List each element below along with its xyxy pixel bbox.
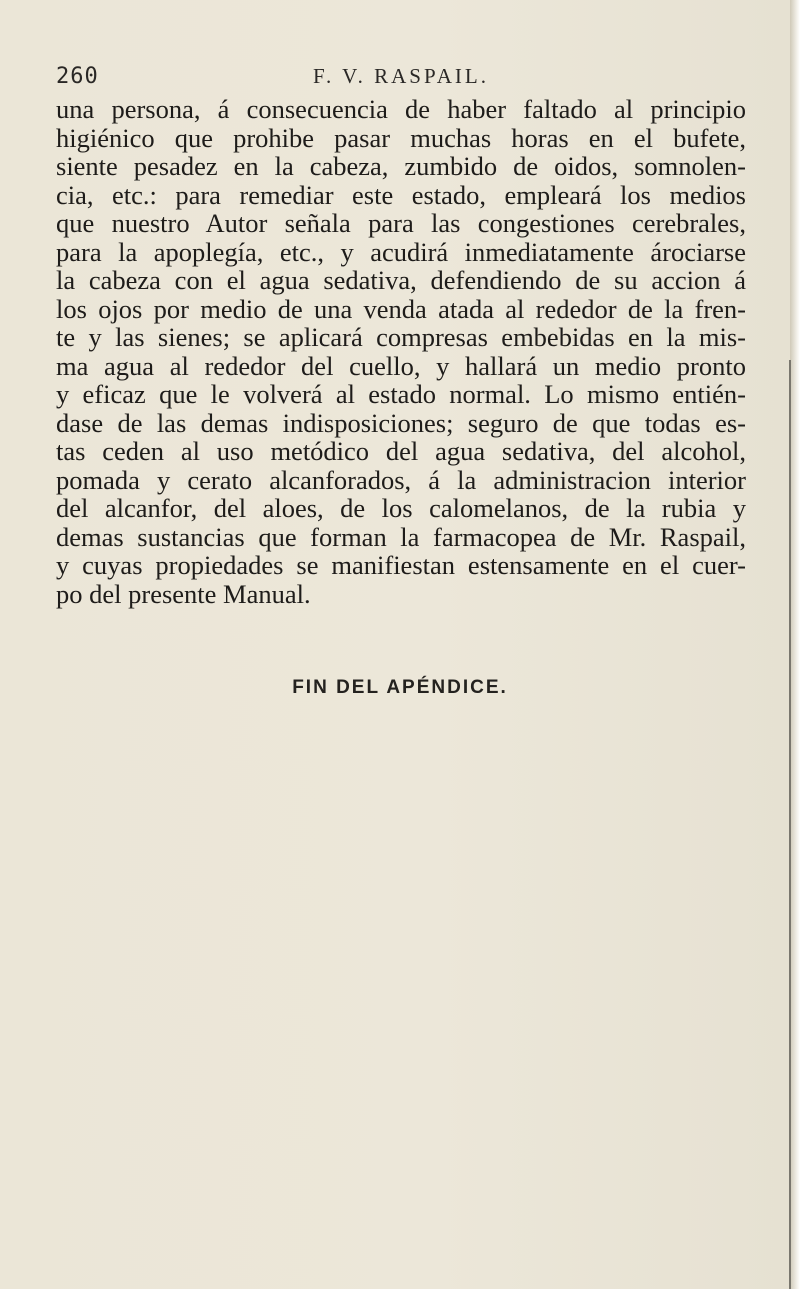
text-line: y cuyas propiedades se manifiestan estensamente en el cuer- bbox=[56, 550, 746, 580]
text-line: te y las sienes; se aplicará compresas embebidas en la mis- bbox=[56, 322, 746, 352]
text-line: higiénico que prohibe pasar muchas horas en el bufete, bbox=[56, 122, 746, 153]
end-of-appendix-mark: FIN DEL APÉNDICE. bbox=[292, 677, 508, 698]
text-line: pomada y cerato alcanforados, á la administracion interior bbox=[56, 464, 746, 495]
text-line: para la apoplegía, etc., y acudirá inmediatamente árociarse bbox=[56, 236, 746, 267]
text-line: y eficaz que le volverá al estado normal. Lo mismo entién- bbox=[56, 379, 746, 409]
text-line: po del presente Manual. bbox=[56, 578, 311, 609]
page-edge bbox=[790, 0, 800, 1289]
text-line: cia, etc.: para remediar este estado, empleará los medios bbox=[56, 179, 746, 210]
text-line: del alcanfor, del aloes, de los calomelanos, de la rubia y bbox=[56, 493, 746, 523]
text-line: siente pesadez en la cabeza, zumbido de oidos, somnolen- bbox=[56, 151, 746, 181]
page-header bbox=[56, 56, 746, 96]
text-line: que nuestro Autor señala para las congestiones cerebrales, bbox=[56, 208, 746, 238]
text-line: una persona, á consecuencia de haber faltado al principio bbox=[56, 94, 746, 124]
text-line: los ojos por medio de una venda atada al rededor de la fren- bbox=[56, 293, 746, 324]
page-edge-shadow-line bbox=[789, 360, 791, 1289]
body-paragraph bbox=[56, 95, 746, 608]
text-line: demas sustancias que forman la farmacopea de Mr. Raspail, bbox=[56, 521, 746, 552]
page-number: 260 bbox=[56, 64, 99, 89]
text-line: tas ceden al uso metódico del agua sedativa, del alcohol, bbox=[56, 436, 746, 466]
text-line: dase de las demas indisposiciones; seguro de que todas es- bbox=[56, 407, 746, 438]
running-head: F. V. RASPAIL. bbox=[313, 64, 489, 88]
text-line: la cabeza con el agua sedativa, defendiendo de su accion á bbox=[56, 265, 746, 295]
text-line: ma agua al rededor del cuello, y hallará un medio pronto bbox=[56, 350, 746, 381]
